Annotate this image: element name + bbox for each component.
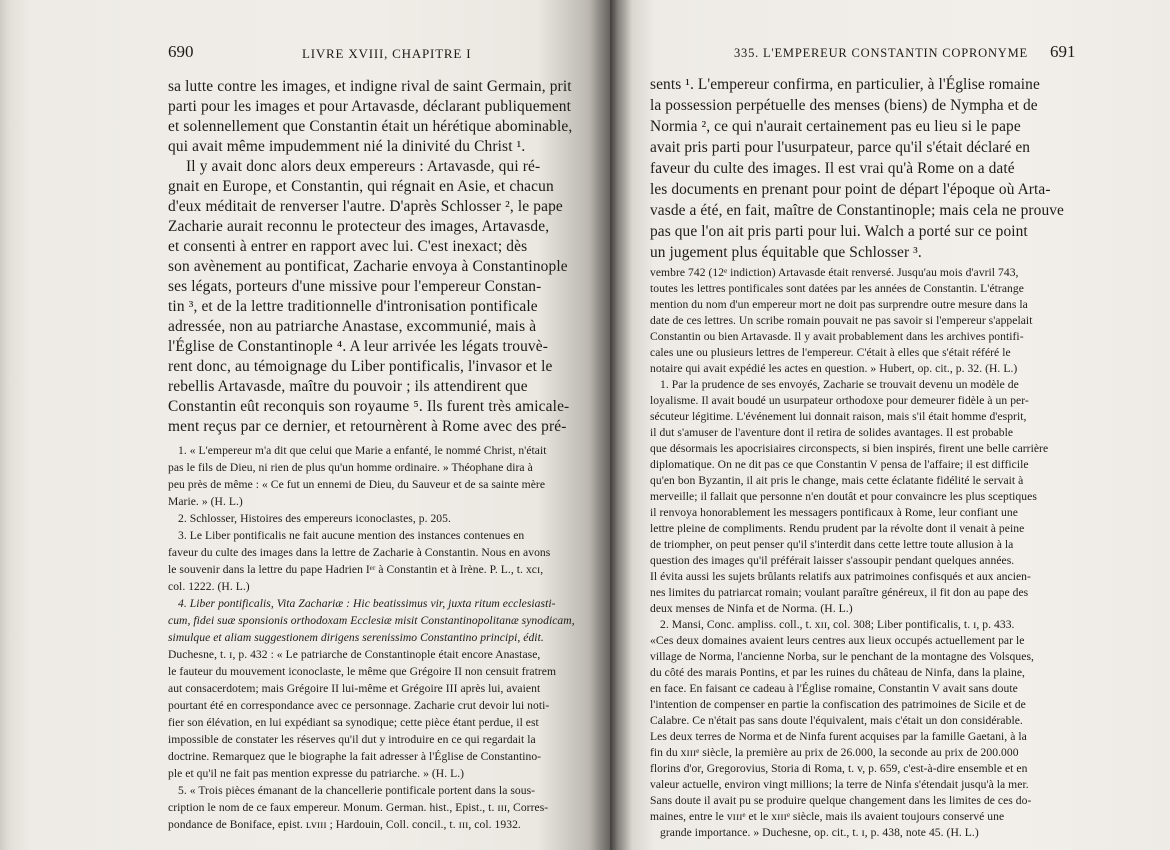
footnote-line: diplomatique. On ne dit pas ce que Constantin V pensa de l'affaire; il est difficile: [650, 458, 1029, 471]
footnote-line: date de ces lettres. Un scribe romain pouvait ne pas savoir si l'empereur s'appelait: [650, 314, 1033, 327]
footnote-line: Calabre. Ce n'était pas sans doute l'équivalent, mais c'était un don considérable.: [650, 714, 1023, 727]
footnote-line: le souvenir dans la lettre du pape Hadrien Iᵉʳ à Constantin et à Irène. P. L., t. xcɪ,: [168, 563, 544, 576]
text-line: vasde a été, en fait, maître de Constantinople; mais cela ne prouve: [650, 202, 1064, 219]
text-line: pas que l'on ait pris parti pour lui. Walch a porté sur ce point: [650, 223, 1028, 240]
footnote-line: col. 1222. (H. L.): [168, 580, 250, 593]
footnote-line: florins d'or, Gregorovius, Storia di Roma, t. v, p. 659, c'est-à-dire ensemble et en: [650, 762, 1028, 775]
book-gutter: [588, 0, 632, 850]
footnote-line: vembre 742 (12ᵉ indiction) Artavasde était renversé. Jusqu'au mois d'avril 743,: [650, 266, 1019, 279]
footnote-line: Duchesne, t. ɪ, p. 432 : « Le patriarche de Constantinople était encore Anastase,: [168, 648, 541, 661]
footnote-line: toutes les lettres pontificales sont datées par les années de Constantin. L'étrange: [650, 282, 1024, 295]
footnote-line: cum, fidei suæ sponsionis orthodoxam Ecclesiæ misit Constantinopolitanæ synodicam,: [168, 614, 575, 627]
footnote-line: 1. « L'empereur m'a dit que celui que Marie a enfanté, le nommé Christ, n'était: [178, 444, 547, 457]
text-line: ment reçus par ce dernier, et retournèrent à Rome avec des pré-: [168, 418, 567, 435]
text-line: faveur du culte des images. Il est vrai qu'à Rome on a daté: [650, 160, 1015, 177]
footnote-line: notaire qui avait expédié les actes en question. » Hubert, op. cit., p. 32. (H. L.): [650, 362, 1018, 375]
text-line: qui avait même impudemment nié la dinivité du Christ ¹.: [168, 138, 526, 155]
text-line: ses légats, porteurs d'une missive pour l'empereur Constan-: [168, 278, 542, 295]
text-line: Normia ², ce qui n'aurait certainement pas eu lieu si le pape: [650, 118, 1021, 135]
footnote-line: Il évita aussi les sujets brûlants relatifs aux patrimoines confisqués et aux ancien-: [650, 570, 1031, 583]
footnote-line: cription le nom de ce faux empereur. Monum. German. hist., Epist., t. ɪɪɪ, Corres-: [168, 801, 549, 814]
footnote-line: mention du nom d'un empereur mort ne doit pas surprendre outre mesure dans la: [650, 298, 1028, 311]
text-line: parti pour les images et pour Artavasde, déclarant publiquement: [168, 98, 572, 115]
text-line: adressée, non au patriarche Anastase, excommunié, mais à: [168, 318, 537, 335]
footnote-line: 2. Schlosser, Histoires des empereurs iconoclastes, p. 205.: [178, 512, 451, 525]
footnote-line: peu près de même : « Ce fut un ennemi de Dieu, du Sauveur et de sa sainte mère: [168, 478, 546, 491]
text-line: un jugement plus équitable que Schlosser ³.: [650, 244, 922, 261]
text-line: son avènement au pontificat, Zacharie envoya à Constantinople: [168, 258, 568, 275]
footnote-line: 2. Mansi, Conc. ampliss. coll., t. xɪɪ, col. 308; Liber pontificalis, t. ɪ, p. 433.: [660, 618, 1015, 631]
footnote-line: 5. « Trois pièces émanant de la chancellerie pontificale portent dans la sous-: [178, 784, 536, 797]
text-line: d'eux méditait de renverser l'autre. D'après Schlosser ², le pape: [168, 198, 563, 215]
footnote-line: cales une ou plusieurs lettres de l'empereur. C'était à elles que s'était référé le: [650, 346, 1011, 359]
text-line: sents ¹. L'empereur confirma, en particulier, à l'Église romaine: [650, 76, 1040, 93]
text-line: Constantin eût reconquis son royaume ⁵. Ils furent très amicale-: [168, 398, 570, 415]
footnote-line: impossible de constater les réserves qu'il dut y introduire en ce qui regardait la: [168, 733, 536, 746]
running-head: LIVRE XVIII, CHAPITRE I: [302, 46, 472, 61]
footnote-line: question des images qu'il préférait laisser s'assoupir pendant quelques années.: [650, 554, 1015, 567]
text-line: et solennellement que Constantin était un hérétique abominable,: [168, 118, 573, 135]
footnote-line: fin du xɪɪɪᵉ siècle, la première au prix de 26.000, la seconde au prix de 200.000: [650, 746, 1019, 759]
text-line: les documents en prenant pour point de départ l'époque où Arta-: [650, 181, 1051, 198]
footnote-line: il dut s'amuser de l'aventure dont il retira de solides avantages. Il est probable: [650, 426, 1014, 439]
right-page: [610, 0, 1170, 850]
footnote-line: lettre pleine de compliments. Rendu prudent par la révolte dont il venait à peine: [650, 522, 1025, 535]
footnote-line: en face. En faisant ce cadeau à l'Église romaine, Constantin V avait sans doute: [650, 682, 1018, 695]
footnote-line: Sans doute il avait pu se produire quelque changement dans les limites de ces do-: [650, 794, 1032, 807]
footnote-line: qu'en bon Byzantin, il ait pris le change, mais cette éclatante fidélité le servait à: [650, 474, 1024, 487]
page-number: 690: [168, 42, 194, 61]
footnote-line: 1. Par la prudence de ses envoyés, Zacharie se trouvait devenu un modèle de: [660, 378, 1019, 391]
text-line: Zacharie aurait reconnu le protecteur des images, Artavasde,: [168, 218, 550, 235]
footnote-line: il renvoya honorablement les messagers pontificaux à Rome, leur confiant une: [650, 506, 1018, 519]
text-line: rent donc, au témoignage du Liber pontificalis, l'invasor et le: [168, 358, 553, 375]
footnote-line: grande importance. » Duchesne, op. cit., t. ɪ, p. 438, note 45. (H. L.): [660, 826, 979, 839]
footnote-line: doctrine. Remarquez que le biographe la fait adresser à l'Église de Constantino-: [168, 750, 542, 763]
footnote-line: sécuteur légitime. L'événement lui donnait raison, mais s'il était homme d'esprit,: [650, 410, 1027, 423]
footnote-line: village de Norma, l'ancienne Norba, sur le penchant de la montagne des Volsques,: [650, 650, 1034, 663]
text-line: la possession perpétuelle des menses (biens) de Nympha et de: [650, 97, 1038, 114]
footnote-line: du côté des marais Pontins, et par les ruines du château de Ninfa, dans la plaine,: [650, 666, 1025, 679]
running-head: 335. L'EMPEREUR CONSTANTIN COPRONYME: [734, 46, 1028, 60]
footnote-line: nes limites du patriarcat romain; voulant paraître généreux, il fit don au pape des: [650, 586, 1029, 599]
text-line: gnait en Europe, et Constantin, qui régnait en Asie, et chacun: [168, 178, 554, 195]
footnote-line: Marie. » (H. L.): [168, 495, 243, 508]
page-number: 691: [1050, 42, 1076, 61]
footnote-line: que désormais les apocrisiaires circonspects, si bien inspirés, firent une belle carrière: [650, 442, 1049, 455]
footnote-line: loyalisme. Il avait boudé un usurpateur orthodoxe pour demeurer fidèle à un per-: [650, 394, 1029, 407]
footnote-line: faveur du culte des images dans la lettre de Zacharie à Constantin. Nous en avons: [168, 546, 551, 559]
text-line: avait pris parti pour l'usurpateur, parce qu'il s'était déclaré en: [650, 139, 1031, 156]
footnote-line: «Ces deux domaines avaient leurs centres aux lieux occupés actuellement par le: [650, 634, 1025, 647]
footnote-line: le fauteur du mouvement iconoclaste, le même que Grégoire II non censuit fratrem: [168, 665, 557, 678]
footnote-line: maines, entre le vɪɪɪᵉ et le xɪɪɪᵉ siècle, mais ils avaient toujours conservé une: [650, 810, 1005, 823]
footnote-line: Les deux terres de Norma et de Ninfa furent acquises par la famille Gaetani, à la: [650, 730, 1027, 743]
footnote-line: valeur actuelle, environ vingt millions; la terre de Ninfa s'étendait jusqu'à la mer.: [650, 778, 1029, 791]
text-line: et consenti à entrer en rapport avec lui. C'est inexact; dès: [168, 238, 528, 255]
footnote-line: deux menses de Ninfa et de Norma. (H. L.): [650, 602, 853, 615]
text-line: l'Église de Constantinople ⁴. A leur arrivée les légats trouvè-: [168, 338, 549, 355]
text-line: sa lutte contre les images, et indigne rival de saint Germain, prit: [168, 78, 572, 95]
footnote-line: pondance de Boniface, epist. ʟᴠɪɪɪ ; Hardouin, Coll. concil., t. ɪɪɪ, col. 1932.: [168, 818, 521, 831]
footnote-line: ple et qu'il ne fait pas mention expresse du patriarche. » (H. L.): [168, 767, 465, 780]
text-line: tin ³, et de la lettre traditionnelle d'intronisation pontificale: [168, 298, 538, 315]
text-line: Il y avait donc alors deux empereurs : Artavasde, qui ré-: [186, 158, 541, 175]
footnote-line: merveille; il fallait que personne n'en doutât et pour convaincre les plus sceptiques: [650, 490, 1037, 503]
text-line: rebellis Artavasde, maître du pouvoir ; ils attendirent que: [168, 378, 528, 395]
footnote-line: de triompher, on peut penser qu'il s'interdit dans cette lettre toute allusion à la: [650, 538, 1014, 551]
footnote-line: 3. Le Liber pontificalis ne fait aucune mention des instances contenues en: [178, 529, 525, 542]
footnote-line: fier son élévation, en lui expédiant sa synodique; cette pièce étant perdue, il est: [168, 716, 539, 729]
footnote-line: l'intention de compenser en partie la confiscation des patrimoines de Sicile et de: [650, 698, 1026, 711]
footnote-line: pourtant été en correspondance avec ce personnage. Zacharie crut devoir lui noti-: [168, 699, 550, 712]
footnote-line: simulque et aliam suggestionem dirigens serenissimo Constantino principi, édit.: [168, 631, 544, 644]
footnote-line: pas le fils de Dieu, ni rien de plus qu'un homme ordinaire. » Théophane dira à: [168, 461, 533, 474]
footnote-line: Constantin ou bien Artavasde. Il y avait probablement dans les archives pontifi-: [650, 330, 1024, 343]
footnote-line: aut consacerdotem; mais Grégoire II lui-même et Grégoire III après lui, avaient: [168, 682, 541, 695]
footnote-line: 4. Liber pontificalis, Vita Zachariæ : Hic beatissimus vir, juxta ritum ecclesiasti-: [178, 597, 556, 610]
